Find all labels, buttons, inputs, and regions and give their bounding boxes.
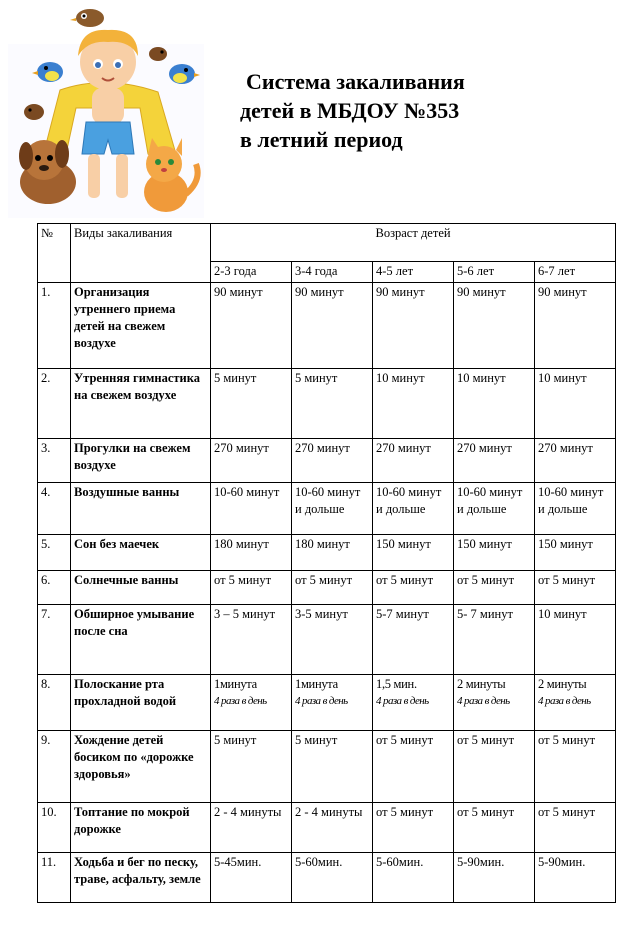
bird-icon: [149, 47, 167, 61]
header-row: [38, 224, 616, 262]
duration-cell: 10 минут: [373, 369, 454, 439]
table-row: [38, 571, 616, 605]
duration-value: 1,5 мин.: [376, 677, 417, 691]
duration-cell: 150 минут: [454, 535, 535, 571]
hardening-kind: Полоскание рта прохладной водой: [71, 675, 211, 731]
duration-cell: от 5 минут: [373, 731, 454, 803]
hardening-kind: Топтание по мокрой дорожке: [71, 803, 211, 853]
header-num: №: [38, 224, 71, 283]
header-kind: Виды закаливания: [71, 224, 211, 283]
duration-value: 1минута: [214, 677, 257, 691]
duration-cell: 5- 7 минут: [454, 605, 535, 675]
duration-cell: 90 минут: [373, 283, 454, 369]
duration-cell: [292, 675, 373, 731]
duration-cell: 150 минут: [373, 535, 454, 571]
row-number: 7.: [38, 605, 71, 675]
row-number: 6.: [38, 571, 71, 605]
age-group-cell: 4-5 лет: [373, 262, 454, 283]
duration-cell: [373, 675, 454, 731]
frequency-value: 4 раза в день: [457, 695, 510, 707]
row-number: 1.: [38, 283, 71, 369]
row-number: 5.: [38, 535, 71, 571]
row-number: 9.: [38, 731, 71, 803]
table-row: [38, 483, 616, 535]
table-row: [38, 283, 616, 369]
duration-cell: 90 минут: [454, 283, 535, 369]
frequency-value: 4 раза в день: [538, 695, 591, 707]
table-row: [38, 439, 616, 483]
duration-cell: от 5 минут: [454, 731, 535, 803]
duration-cell: 270 минут: [292, 439, 373, 483]
hardening-kind: Утренняя гимнастика на свежем воздухе: [71, 369, 211, 439]
table-row: [38, 853, 616, 903]
dog-icon: [19, 140, 76, 204]
duration-cell: 10 минут: [454, 369, 535, 439]
table-row: [38, 675, 616, 731]
duration-cell: от 5 минут: [454, 803, 535, 853]
duration-cell: от 5 минут: [535, 731, 616, 803]
header-age: Возраст детей: [211, 224, 616, 262]
row-number: 10.: [38, 803, 71, 853]
hardening-kind: Ходьба и бег по песку, траве, асфальту, земле: [71, 853, 211, 903]
age-group-cell: 2-3 года: [211, 262, 292, 283]
duration-cell: 150 минут: [535, 535, 616, 571]
duration-cell: [454, 675, 535, 731]
duration-cell: 180 минут: [211, 535, 292, 571]
duration-cell: [535, 675, 616, 731]
duration-cell: 90 минут: [535, 283, 616, 369]
row-number: 8.: [38, 675, 71, 731]
page-title: [238, 67, 558, 154]
duration-cell: 5 минут: [211, 369, 292, 439]
duration-cell: 5-60мин.: [292, 853, 373, 903]
age-group-cell: 5-6 лет: [454, 262, 535, 283]
age-group-cell: 6-7 лет: [535, 262, 616, 283]
row-number: 4.: [38, 483, 71, 535]
hardening-kind: Солнечные ванны: [71, 571, 211, 605]
table-row: [38, 803, 616, 853]
duration-cell: от 5 минут: [211, 571, 292, 605]
table-row: [38, 369, 616, 439]
hardening-table: [37, 223, 616, 903]
duration-cell: 5-7 минут: [373, 605, 454, 675]
row-number: 2.: [38, 369, 71, 439]
duration-cell: от 5 минут: [373, 571, 454, 605]
hardening-kind: Обширное умывание после сна: [71, 605, 211, 675]
boy-with-pets-illustration: [8, 4, 204, 218]
duration-cell: 5 минут: [292, 369, 373, 439]
duration-cell: 5-90мин.: [454, 853, 535, 903]
duration-value: 2 минуты: [538, 677, 587, 691]
duration-cell: 2 - 4 минуты: [292, 803, 373, 853]
duration-cell: 90 минут: [292, 283, 373, 369]
duration-cell: 10 минут: [535, 369, 616, 439]
duration-cell: 10-60 минут и дольше: [292, 483, 373, 535]
duration-cell: 5 минут: [292, 731, 373, 803]
bird-icon: [70, 9, 104, 27]
duration-cell: 10-60 минут: [211, 483, 292, 535]
duration-cell: 5-60мин.: [373, 853, 454, 903]
bird-icon: [24, 104, 44, 120]
hardening-kind: Воздушные ванны: [71, 483, 211, 535]
duration-cell: от 5 минут: [535, 571, 616, 605]
table-row: [38, 731, 616, 803]
duration-cell: 3 – 5 минут: [211, 605, 292, 675]
table-row: [38, 605, 616, 675]
row-number: 11.: [38, 853, 71, 903]
duration-cell: 270 минут: [211, 439, 292, 483]
duration-value: 1минута: [295, 677, 338, 691]
title-line-1: Система закаливания: [246, 69, 465, 94]
table-row: [38, 535, 616, 571]
duration-cell: 90 минут: [211, 283, 292, 369]
frequency-value: 4 раза в день: [214, 695, 267, 707]
duration-cell: 270 минут: [373, 439, 454, 483]
title-line-3: в летний период: [240, 127, 403, 152]
duration-cell: 180 минут: [292, 535, 373, 571]
duration-cell: 270 минут: [454, 439, 535, 483]
duration-cell: 3-5 минут: [292, 605, 373, 675]
duration-value: 2 минуты: [457, 677, 506, 691]
hardening-kind: Сон без маечек: [71, 535, 211, 571]
title-line-2: детей в МБДОУ №353: [240, 98, 460, 123]
row-number: 3.: [38, 439, 71, 483]
duration-cell: от 5 минут: [535, 803, 616, 853]
age-group-cell: 3-4 года: [292, 262, 373, 283]
duration-cell: от 5 минут: [292, 571, 373, 605]
duration-cell: 5 минут: [211, 731, 292, 803]
frequency-value: 4 раза в день: [376, 695, 429, 707]
frequency-value: 4 раза в день: [295, 695, 348, 707]
duration-cell: 10-60 минут и дольше: [535, 483, 616, 535]
hardening-kind: Прогулки на свежем воздухе: [71, 439, 211, 483]
duration-cell: 2 - 4 минуты: [211, 803, 292, 853]
duration-cell: от 5 минут: [454, 571, 535, 605]
duration-cell: 10-60 минут и дольше: [454, 483, 535, 535]
duration-cell: 5-45мин.: [211, 853, 292, 903]
duration-cell: [211, 675, 292, 731]
duration-cell: 270 минут: [535, 439, 616, 483]
duration-cell: 5-90мин.: [535, 853, 616, 903]
duration-cell: от 5 минут: [373, 803, 454, 853]
duration-cell: 10-60 минут и дольше: [373, 483, 454, 535]
duration-cell: 10 минут: [535, 605, 616, 675]
table-body: [38, 224, 616, 903]
hardening-kind: Организация утреннего приема детей на свежем воздухе: [71, 283, 211, 369]
hardening-kind: Хождение детей босиком по «дорожке здоровья»: [71, 731, 211, 803]
